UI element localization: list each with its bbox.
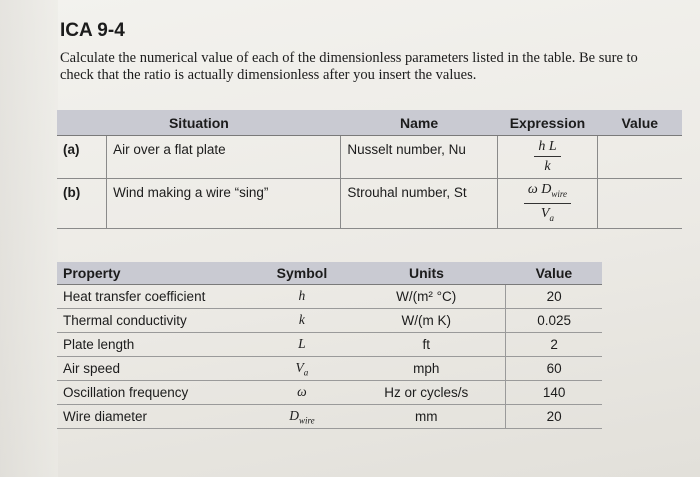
situation-cell: Air over a flat plate <box>107 136 341 179</box>
symbol-subscript: wire <box>298 415 315 426</box>
fraction-denominator: k <box>544 159 551 174</box>
units-cell: mph <box>347 357 506 381</box>
fraction-numerator: h L <box>534 138 560 157</box>
symbol-text: h <box>298 287 306 303</box>
table-row <box>57 381 602 405</box>
value-header: Value <box>598 110 682 136</box>
value-cell: 20 <box>506 405 602 429</box>
answer-cell-b[interactable] <box>598 179 682 229</box>
units-cell: W/(m K) <box>347 309 506 333</box>
symbol-cell <box>257 285 347 309</box>
exercise-instructions: Calculate the numerical value of each of the dimensionless parameters listed in the table. Be sure to check that the ratio is actually dimensionless after you insert the values. <box>60 50 638 83</box>
value-cell: 60 <box>506 357 602 381</box>
numerator-text: ω D <box>527 182 552 197</box>
property-cell: Wire diameter <box>57 405 257 429</box>
parameter-name-cell: Strouhal number, St <box>341 179 498 229</box>
symbol-cell <box>257 381 347 405</box>
value-cell: 140 <box>506 381 602 405</box>
units-cell: W/(m² °C) <box>347 285 506 309</box>
property-header: Property <box>57 262 257 285</box>
property-cell: Oscillation frequency <box>57 381 257 405</box>
symbol-cell <box>257 333 347 357</box>
property-cell: Air speed <box>57 357 257 381</box>
strouhal-fraction <box>524 181 571 228</box>
denominator-subscript: a <box>549 212 554 223</box>
property-cell: Plate length <box>57 333 257 357</box>
table-row <box>57 285 602 309</box>
symbol-text: k <box>298 311 305 327</box>
parameters-table <box>57 110 682 229</box>
symbol-cell <box>257 357 347 381</box>
symbol-subscript: a <box>303 367 309 378</box>
value-header: Value <box>506 262 602 285</box>
symbol-text: V <box>295 359 304 375</box>
properties-table-header <box>57 262 602 285</box>
table-row <box>57 179 682 229</box>
table-row <box>57 357 602 381</box>
units-header: Units <box>347 262 506 285</box>
expression-cell <box>497 136 597 179</box>
value-cell: 0.025 <box>506 309 602 333</box>
symbol-text: D <box>289 407 299 423</box>
answer-cell-a[interactable] <box>598 136 682 179</box>
property-cell: Heat transfer coefficient <box>57 285 257 309</box>
units-cell: ft <box>347 333 506 357</box>
symbol-text: L <box>298 335 306 351</box>
parameters-table-header <box>57 110 682 136</box>
name-header: Name <box>341 110 498 136</box>
situation-header: Situation <box>57 110 341 136</box>
denominator-text: V <box>540 205 550 221</box>
fraction-numerator <box>524 181 571 204</box>
table-row <box>57 309 602 333</box>
row-label: (a) <box>57 136 107 179</box>
units-cell: Hz or cycles/s <box>347 381 506 405</box>
symbol-text: ω <box>297 383 307 399</box>
property-cell: Thermal conductivity <box>57 309 257 333</box>
nusselt-fraction <box>534 138 560 177</box>
numerator-subscript: wire <box>551 188 568 199</box>
expression-header: Expression <box>497 110 597 136</box>
parameter-name-cell: Nusselt number, Nu <box>341 136 498 179</box>
symbol-cell <box>257 405 347 429</box>
situation-cell: Wind making a wire “sing” <box>107 179 341 229</box>
exercise-heading: ICA 9-4 <box>60 20 125 41</box>
properties-table <box>57 262 602 429</box>
units-cell: mm <box>347 405 506 429</box>
value-cell: 2 <box>506 333 602 357</box>
row-label: (b) <box>57 179 107 229</box>
table-row <box>57 333 602 357</box>
page-gutter-shadow <box>0 0 58 477</box>
expression-cell <box>497 179 597 229</box>
table-row <box>57 405 602 429</box>
table-row <box>57 136 682 179</box>
symbol-cell <box>257 309 347 333</box>
value-cell: 20 <box>506 285 602 309</box>
symbol-header: Symbol <box>257 262 347 285</box>
fraction-denominator <box>524 204 571 228</box>
